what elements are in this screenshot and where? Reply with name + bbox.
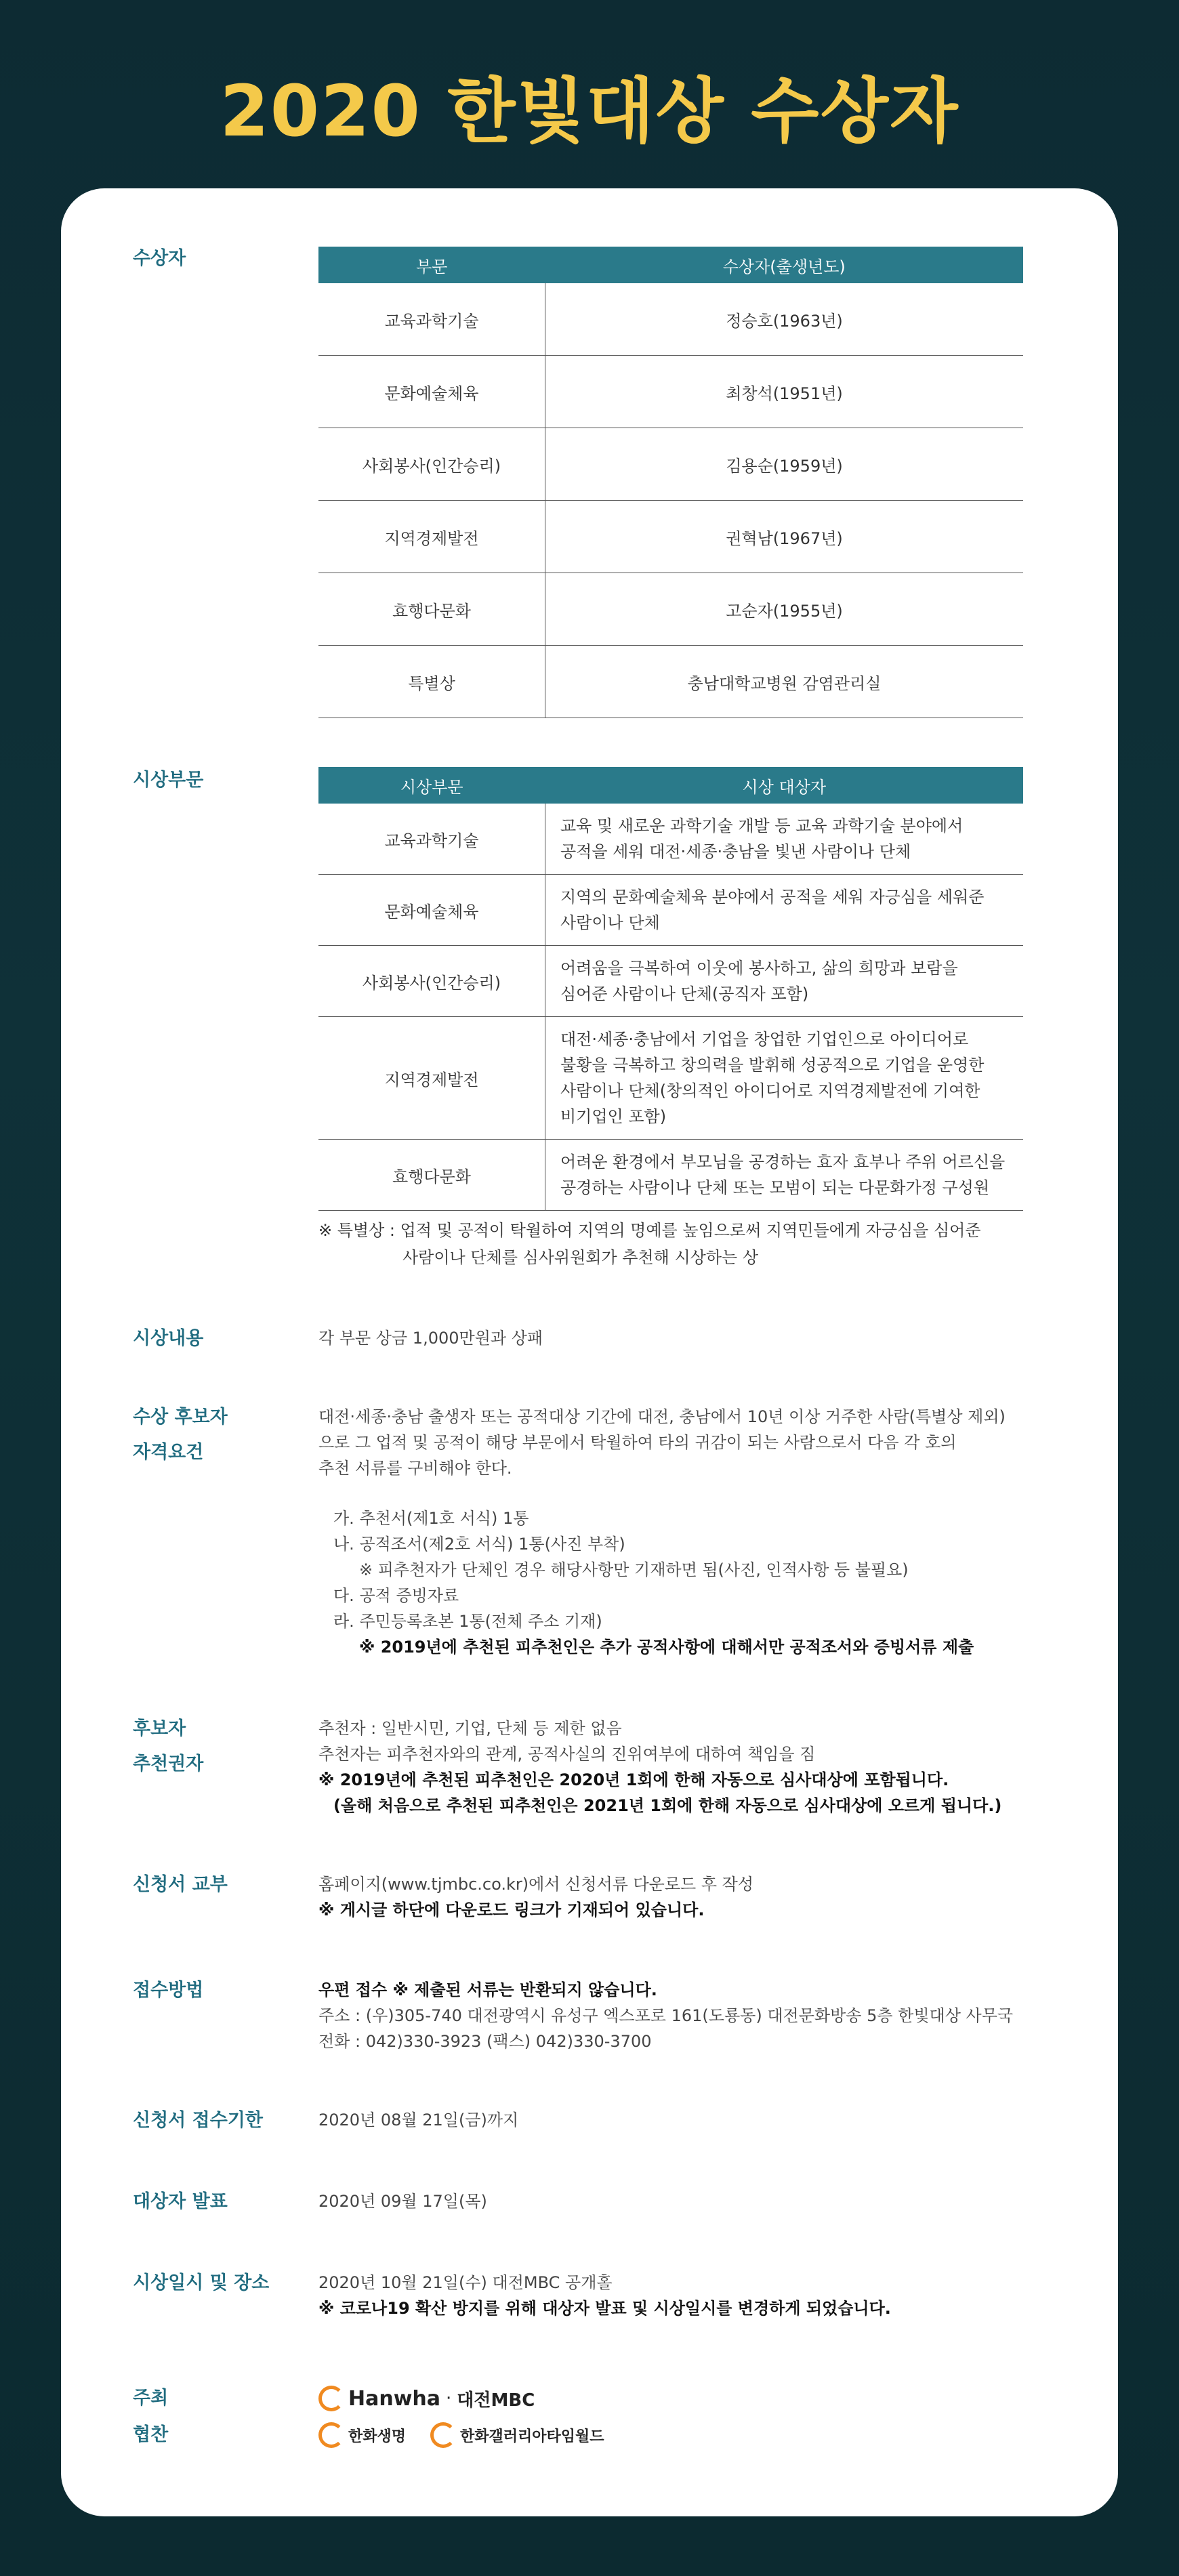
award-description [545,946,1024,1017]
winner-category: 교육과학기술 [318,283,545,356]
winners-label: 수상자 [133,248,186,269]
table-row [318,646,1023,718]
recommender-line: 추천자는 피추천자와의 관계, 공적사실의 진위여부에 대하여 책임을 짐 [318,1745,816,1764]
announce-text: 2020년 09월 17일(목) [318,2192,487,2211]
form-bold-note: ※ 게시글 하단에 다운로드 링크가 기재되어 있습니다. [318,1900,705,1919]
table-row [318,946,1023,1017]
award-desc-line: 불황을 극복하고 창의력을 발휘해 성공적으로 기업을 운영한 [560,1056,985,1075]
award-description [545,875,1024,946]
winners-table [318,247,1023,718]
winner-name: 권혁남(1967년) [545,501,1024,573]
winner-name: 정승호(1963년) [545,283,1024,356]
method-address: 주소 : (우)305-740 대전광역시 유성구 엑스포로 161(도룡동) 대전문화방송 5층 한빛대상 사무국 [318,2006,1014,2025]
hanwha-logo-text: Hanwha [348,2386,441,2411]
eligibility-line: 으로 그 업적 및 공적이 해당 부문에서 탁월하여 타의 귀감이 되는 사람으로서 다음 각 호의 [318,1433,957,1452]
eligibility-item-note: ※ 피추천자가 단체인 경우 해당사항만 기재하면 됨(사진, 인적사항 등 불필요) [359,1560,909,1579]
eligibility-bold-note: ※ 2019년에 추천된 피추천인은 추가 공적사항에 대해서만 공적조서와 증빙서류 제출 [359,1638,974,1657]
table-row [318,428,1023,501]
host-logos [318,2381,535,2416]
award-desc-line: 비기업인 포함) [560,1107,667,1126]
eligibility-line: 대전·세종·충남 출생자 또는 공적대상 기간에 대전, 충남에서 10년 이상 거주한 사람(특별상 제외) [318,1407,1006,1426]
winners-table-wrap [318,247,1023,718]
eligibility-item: 다. 공적 증빙자료 [333,1586,459,1605]
awards-header-category: 시상부문 [318,767,545,804]
ceremony-label: 시상일시 및 장소 [133,2272,270,2293]
table-row [318,875,1023,946]
winners-header-winner: 수상자(출생년도) [545,247,1024,283]
award-category: 사회봉사(인간승리) [318,946,545,1017]
hanwha-life-text: 한화생명 [348,2428,407,2445]
winner-name: 충남대학교병원 감염관리실 [545,646,1024,718]
table-row [318,1017,1023,1140]
prize-label: 시상내용 [133,1328,204,1349]
award-desc-line: 사람이나 단체 [560,913,660,932]
award-desc-line: 공적을 세워 대전·세종·충남을 빛낸 사람이나 단체 [560,842,911,861]
deadline-text: 2020년 08월 21일(금)까지 [318,2111,519,2130]
eligibility-item: 나. 공적조서(제2호 서식) 1통(사진 부착) [333,1535,625,1554]
winner-name: 김용순(1959년) [545,428,1024,501]
winner-name: 고순자(1955년) [545,573,1024,646]
galleria-text: 한화갤러리아타임월드 [460,2428,604,2445]
eligibility-label-1: 수상 후보자 [133,1407,228,1428]
award-category: 효행다문화 [318,1140,545,1211]
logo-separator: · [446,2388,452,2409]
awards-table-wrap [318,767,1023,1211]
award-description [545,1017,1024,1140]
table-row [318,1140,1023,1211]
ceremony-bold-note: ※ 코로나19 확산 방지를 위해 대상자 발표 및 시상일시를 변경하게 되었습니다. [318,2299,891,2318]
eligibility-item: 라. 주민등록초본 1통(전체 주소 기재) [333,1612,602,1631]
award-desc-line: 어려움을 극복하여 이웃에 봉사하고, 삶의 희망과 보람을 [560,959,958,978]
recommender-label-2: 추천권자 [133,1753,204,1774]
award-desc-line: 공경하는 사람이나 단체 또는 모범이 되는 다문화가정 구성원 [560,1178,990,1197]
eligibility-content [318,1404,1023,1660]
hanwha-logo [318,2386,440,2411]
winner-category: 효행다문화 [318,573,545,646]
sponsor-label: 협찬 [133,2424,169,2445]
method-label: 접수방법 [133,1980,204,2001]
recommender-bold-1: ※ 2019년에 추천된 피추천인은 2020년 1회에 한해 자동으로 심사대상에 포함됩니다. [318,1770,949,1789]
award-desc-line: 사람이나 단체(창의적인 아이디어로 지역경제발전에 기여한 [560,1081,980,1100]
award-desc-line: 지역의 문화예술체육 분야에서 공적을 세워 자긍심을 세워준 [560,888,985,907]
table-row [318,501,1023,573]
table-row [318,356,1023,428]
award-description [545,1140,1024,1211]
awards-header-target: 시상 대상자 [545,767,1024,804]
award-desc-line: 대전·세종·충남에서 기업을 창업한 기업인으로 아이디어로 [560,1030,969,1049]
host-label: 주최 [133,2388,169,2409]
form-content [318,1871,1023,1923]
award-desc-line: 어려운 환경에서 부모님을 공경하는 효자 효부나 주위 어르신을 [560,1152,1006,1171]
eligibility-item: 가. 추천서(제1호 서식) 1통 [333,1509,529,1528]
table-row [318,804,1023,875]
form-label: 신청서 교부 [133,1874,228,1895]
awards-label: 시상부문 [133,770,204,791]
eligibility-line: 추천 서류를 구비해야 한다. [318,1459,512,1478]
daejeon-mbc-logo: 대전MBC [457,2390,535,2411]
award-desc-line: 교육 및 새로운 과학기술 개발 등 교육 과학기술 분야에서 [560,816,964,835]
prize-text: 각 부문 상금 1,000만원과 상패 [318,1329,543,1348]
method-phone: 전화 : 042)330-3923 (팩스) 042)330-3700 [318,2032,652,2051]
recommender-bold-2: (올해 처음으로 추천된 피추천인은 2021년 1회에 한해 자동으로 심사대상에 오르게 됩니다.) [333,1796,1002,1815]
recommender-label-1: 후보자 [133,1718,186,1739]
hanwha-life-logo [318,2422,406,2448]
announce-label: 대상자 발표 [133,2191,228,2212]
recommender-line: 추천자 : 일반시민, 기업, 단체 등 제한 없음 [318,1719,622,1738]
page-title: 2020 한빛대상 수상자 [220,70,959,152]
ceremony-content [318,2270,1023,2321]
sponsor-logos [318,2417,604,2453]
eligibility-label-2: 자격요건 [133,1442,204,1463]
ceremony-text: 2020년 10월 21일(수) 대전MBC 공개홀 [318,2273,613,2292]
hanwha-swirl-icon [430,2422,456,2448]
galleria-logo [430,2422,604,2448]
awards-table [318,767,1023,1211]
deadline-label: 신청서 접수기한 [133,2110,263,2131]
award-category: 지역경제발전 [318,1017,545,1140]
hanwha-swirl-icon [318,2422,344,2448]
recommender-content [318,1716,1023,1819]
winner-category: 문화예술체육 [318,356,545,428]
award-description [545,804,1024,875]
hanwha-swirl-icon [318,2386,344,2411]
special-note-line: ※ 특별상 : 업적 및 공적이 탁월하여 지역의 명예를 높임으로써 지역민들에게 자긍심을 심어준 [318,1221,981,1240]
winner-name: 최창석(1951년) [545,356,1024,428]
table-row [318,283,1023,356]
special-award-note [318,1217,1037,1271]
winners-header-category: 부문 [318,247,545,283]
form-text: 홈페이지(www.tjmbc.co.kr)에서 신청서류 다운로드 후 작성 [318,1875,754,1894]
winner-category: 특별상 [318,646,545,718]
method-content [318,1977,1023,2054]
winner-category: 사회봉사(인간승리) [318,428,545,501]
special-note-line: 사람이나 단체를 심사위원회가 추천해 시상하는 상 [402,1248,759,1267]
winner-category: 지역경제발전 [318,501,545,573]
method-bold: 우편 접수 ※ 제출된 서류는 반환되지 않습니다. [318,1980,657,1999]
award-category: 문화예술체육 [318,875,545,946]
award-desc-line: 심어준 사람이나 단체(공직자 포함) [560,984,809,1003]
award-category: 교육과학기술 [318,804,545,875]
table-row [318,573,1023,646]
